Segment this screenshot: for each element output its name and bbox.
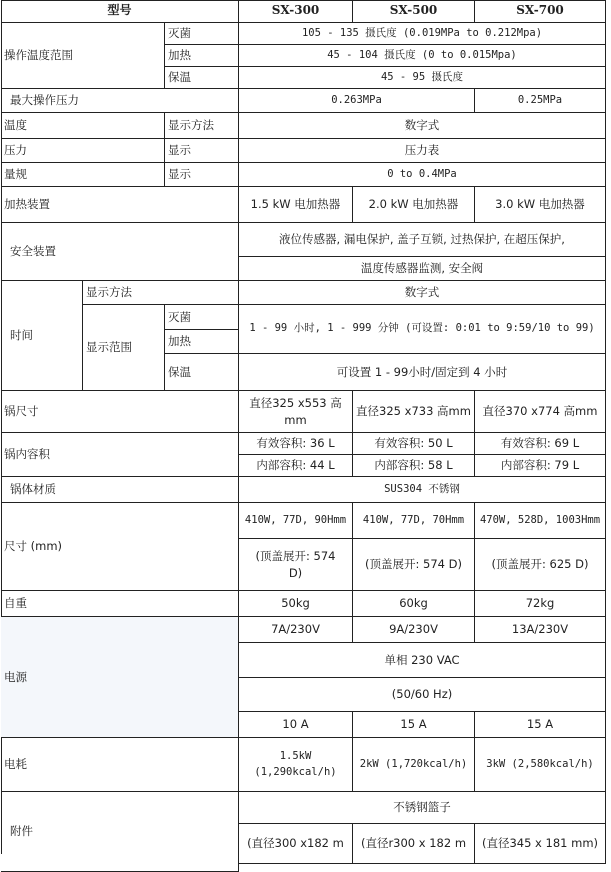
- time-heat: 加热: [165, 330, 239, 354]
- material-label: 锅体材质: [1, 477, 239, 503]
- header-sx300: SX-300: [239, 0, 353, 23]
- dimensions-sx700: 470W, 528D, 1003Hmm: [475, 503, 606, 539]
- pot-size-label: 锅尺寸: [1, 391, 239, 433]
- power-current-sx500: 15 A: [353, 712, 475, 738]
- pressure-sub: 显示: [165, 139, 239, 163]
- consumption-label: 电耗: [1, 738, 239, 792]
- pot-volume-in-sx300: 内部容积: 44 L: [239, 455, 353, 477]
- heater-label: 加热装置: [1, 187, 239, 223]
- temperature-sub: 显示方法: [165, 113, 239, 139]
- power-amp-sx500: 9A/230V: [353, 617, 475, 643]
- gauge-value: 0 to 0.4MPa: [239, 163, 606, 187]
- gauge-sub: 显示: [165, 163, 239, 187]
- heater-sx300: 1.5 kW 电加热器: [239, 187, 353, 223]
- dimensions-open-sx500: (顶盖展开: 574 D): [353, 539, 475, 591]
- pot-volume-in-sx700: 内部容积: 79 L: [475, 455, 606, 477]
- consumption-sx300: 1.5kW (1,290kcal/h): [239, 738, 353, 792]
- time-display-range: 显示范围: [83, 305, 165, 391]
- op-temp-sterilize-value: 105 - 135 摄氏度 (0.019MPa to 0.212Mpa): [239, 23, 606, 45]
- material-value: SUS304 不锈钢: [239, 477, 606, 503]
- power-label: 电源: [1, 617, 239, 738]
- dimensions-sx500: 410W, 77D, 70Hmm: [353, 503, 475, 539]
- dimensions-open-sx300: (顶盖展开: 574 D): [239, 539, 353, 591]
- weight-sx300: 50kg: [239, 591, 353, 617]
- header-model: 型号: [1, 0, 239, 23]
- accessories-basket-sx700: (直径345 x 181 mm): [475, 824, 606, 864]
- power-current-sx700: 15 A: [475, 712, 606, 738]
- accessories-basket-sx300: (直径300 x182 m: [239, 824, 353, 864]
- time-display-method-value: 数字式: [239, 281, 606, 305]
- dimensions-sx300: 410W, 77D, 90Hmm: [239, 503, 353, 539]
- max-pressure-value-1: 0.263MPa: [239, 89, 475, 113]
- max-pressure-label: 最大操作压力: [1, 89, 239, 113]
- pressure-label: 压力: [1, 139, 165, 163]
- accessories-label: 附件: [1, 792, 239, 872]
- accessories-basket-sx500: (直径r300 x 182 m: [353, 824, 475, 864]
- pot-size-sx500: 直径325 x733 高mm: [353, 391, 475, 433]
- weight-label: 自重: [1, 591, 239, 617]
- power-amp-sx300: 7A/230V: [239, 617, 353, 643]
- weight-sx500: 60kg: [353, 591, 475, 617]
- time-sterilize: 灭菌: [165, 305, 239, 330]
- time-label: 时间: [1, 281, 83, 391]
- power-phase: 单相 230 VAC: [239, 643, 606, 678]
- op-temp-label: 操作温度范围: [1, 23, 165, 89]
- heater-sx500: 2.0 kW 电加热器: [353, 187, 475, 223]
- consumption-sx500: 2kW (1,720kcal/h): [353, 738, 475, 792]
- heater-sx700: 3.0 kW 电加热器: [475, 187, 606, 223]
- max-pressure-value-2: 0.25MPa: [475, 89, 606, 113]
- pot-volume-eff-sx700: 有效容积: 69 L: [475, 433, 606, 455]
- temperature-label: 温度: [1, 113, 165, 139]
- pot-volume-label: 锅内容积: [1, 433, 239, 477]
- time-keep: 保温: [165, 354, 239, 391]
- header-sx500: SX-500: [353, 0, 475, 23]
- power-amp-sx700: 13A/230V: [475, 617, 606, 643]
- header-sx700: SX-700: [475, 0, 606, 23]
- power-frequency: (50/60 Hz): [239, 678, 606, 712]
- gauge-label: 量规: [1, 163, 165, 187]
- pot-volume-eff-sx500: 有效容积: 50 L: [353, 433, 475, 455]
- accessories-basket: 不锈钢篮子: [239, 792, 606, 824]
- pot-volume-in-sx500: 内部容积: 58 L: [353, 455, 475, 477]
- op-temp-heat-value: 45 - 104 摄氏度 (0 to 0.015Mpa): [239, 45, 606, 67]
- op-temp-sterilize: 灭菌: [165, 23, 239, 45]
- op-temp-heat: 加热: [165, 45, 239, 67]
- weight-sx700: 72kg: [475, 591, 606, 617]
- pressure-value: 压力表: [239, 139, 606, 163]
- safety-label: 安全装置: [1, 223, 239, 281]
- consumption-sx700: 3kW (2,580kcal/h): [475, 738, 606, 792]
- temperature-value: 数字式: [239, 113, 606, 139]
- time-display-method: 显示方法: [83, 281, 239, 305]
- pot-size-sx700: 直径370 x774 高mm: [475, 391, 606, 433]
- op-temp-keep: 保温: [165, 67, 239, 89]
- time-range-value: 1 - 99 小时, 1 - 999 分钟 (可设置: 0:01 to 9:59/10 to 99): [239, 305, 606, 354]
- time-keep-value: 可设置 1 - 99小时/固定到 4 小时: [239, 354, 606, 391]
- op-temp-keep-value: 45 - 95 摄氏度: [239, 67, 606, 89]
- dimensions-label: 尺寸 (mm): [1, 503, 239, 591]
- dimensions-open-sx700: (顶盖展开: 625 D): [475, 539, 606, 591]
- pot-volume-eff-sx300: 有效容积: 36 L: [239, 433, 353, 455]
- safety-line-2: 温度传感器监测, 安全阀: [239, 257, 606, 281]
- power-current-sx300: 10 A: [239, 712, 353, 738]
- safety-line-1: 液位传感器, 漏电保护, 盖子互锁, 过热保护, 在超压保护,: [239, 223, 606, 257]
- pot-size-sx300: 直径325 x553 高mm: [239, 391, 353, 433]
